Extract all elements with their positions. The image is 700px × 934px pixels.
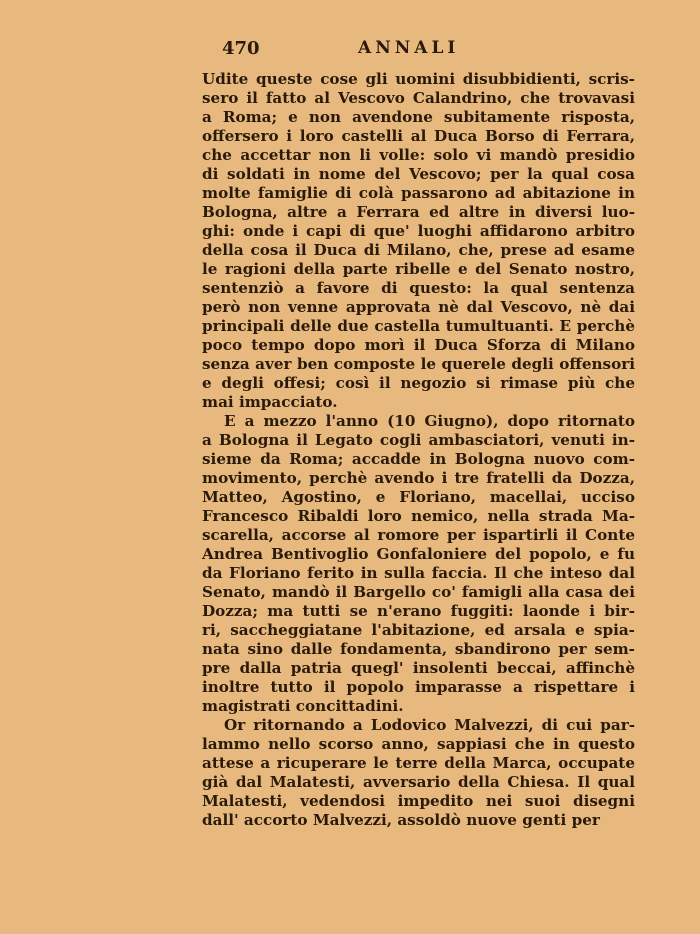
text-line: della cosa il Duca di Milano, che, prese ad esame	[202, 241, 635, 259]
text-line: scarella, accorse al romore per ispartirli il Conte	[202, 526, 635, 544]
text-line: nata sino dalle fondamenta, sbandirono per sem-	[202, 640, 635, 658]
text-line: Dozza; ma tutti se n'erano fuggiti: laonde i bir-	[202, 602, 635, 620]
text-line: attese a ricuperare le terre della Marca, occupate	[202, 754, 635, 772]
text-line: molte famiglie di colà passarono ad abitazione in	[202, 184, 635, 202]
text-line: Senato, mandò il Bargello co' famigli alla casa dei	[202, 583, 635, 601]
text-line: e degli offesi; così il negozio si rimase più che	[202, 374, 635, 392]
text-line: inoltre tutto il popolo imparasse a rispettare i	[202, 678, 635, 696]
paragraph	[202, 716, 635, 830]
text-line: senza aver ben composte le querele degli offensori	[202, 355, 635, 373]
text-line: che accettar non li volle: solo vi mandò presidio	[202, 146, 635, 164]
text-line: pre dalla patria quegl' insolenti beccai, affinchè	[202, 659, 635, 677]
body-text	[202, 70, 635, 830]
text-line: Udite queste cose gli uomini disubbidienti, scris-	[202, 70, 635, 88]
text-line: già dal Malatesti, avversario della Chiesa. Il qual	[202, 773, 635, 791]
text-line: Matteo, Agostino, e Floriano, macellai, ucciso	[202, 488, 635, 506]
text-line: a Roma; e non avendone subitamente risposta,	[202, 108, 635, 126]
text-line: però non venne approvata nè dal Vescovo, nè dai	[202, 298, 635, 316]
text-line: Or ritornando a Lodovico Malvezzi, di cui par-	[224, 716, 635, 734]
text-line: movimento, perchè avendo i tre fratelli da Dozza,	[202, 469, 635, 487]
page-header	[222, 38, 642, 60]
text-line: Andrea Bentivoglio Gonfaloniere del popolo, e fu	[202, 545, 635, 563]
text-line: principali delle due castella tumultuanti. E perchè	[202, 317, 635, 335]
text-line: da Floriano ferito in sulla faccia. Il che inteso dal	[202, 564, 635, 582]
text-line: E a mezzo l'anno (10 Giugno), dopo ritornato	[224, 412, 635, 430]
text-line: Bologna, altre a Ferrara ed altre in diversi luo-	[202, 203, 635, 221]
text-line: Francesco Ribaldi loro nemico, nella strada Ma-	[202, 507, 635, 525]
text-line: sieme da Roma; accadde in Bologna nuovo com-	[202, 450, 635, 468]
text-line: magistrati concittadini.	[202, 697, 404, 715]
text-line: di soldati in nome del Vescovo; per la qual cosa	[202, 165, 635, 183]
text-line: sentenziò a favore di questo: la qual sentenza	[202, 279, 635, 297]
paragraph	[202, 412, 635, 716]
text-line: offersero i loro castelli al Duca Borso di Ferrara,	[202, 127, 635, 145]
text-line: a Bologna il Legato cogli ambasciatori, venuti in-	[202, 431, 635, 449]
text-line: ghi: onde i capi di que' luoghi affidarono arbitro	[202, 222, 635, 240]
text-line: lammo nello scorso anno, sappiasi che in questo	[202, 735, 635, 753]
text-line: sero il fatto al Vescovo Calandrino, che trovavasi	[202, 89, 635, 107]
text-line: le ragioni della parte ribelle e del Senato nostro,	[202, 260, 635, 278]
running-title: ANNALI	[358, 38, 460, 58]
page-number: 470	[222, 38, 260, 59]
text-line: ri, saccheggiatane l'abitazione, ed arsala e spia-	[202, 621, 635, 639]
paragraph	[202, 70, 635, 412]
text-line: dall' accorto Malvezzi, assoldò nuove genti per	[202, 811, 600, 829]
text-line: mai impacciato.	[202, 393, 338, 411]
text-line: Malatesti, vedendosi impedito nei suoi disegni	[202, 792, 635, 810]
text-line: poco tempo dopo morì il Duca Sforza di Milano	[202, 336, 635, 354]
